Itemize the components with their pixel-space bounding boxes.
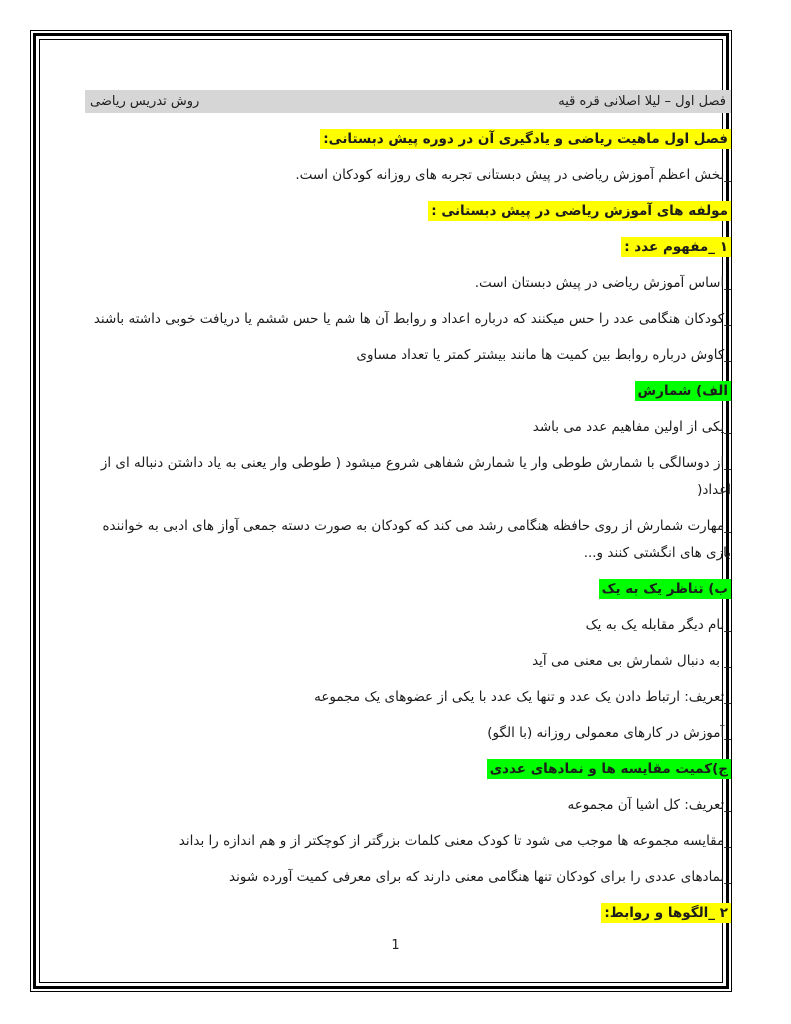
body-line — [85, 342, 731, 369]
subheading-line — [85, 576, 731, 603]
body-line — [85, 720, 731, 747]
body-text: _از دوسالگی با شمارش طوطی وار یا شمارش شفاهی شروع میشود ( طوطی وار یعنی به یاد داشتن دنباله ای از اعداد( — [100, 455, 731, 498]
page-header — [85, 90, 731, 113]
body-text: _مقایسه مجموعه ها موجب می شود تا کودک معنی کلمات بزرگتر از کوچکتر از و هم اندازه را بداند — [178, 833, 731, 849]
subheading-correspondence-highlight: ب) تناظر یک به یک — [599, 579, 731, 599]
subheading-line — [85, 756, 731, 783]
section-heading-highlight: مولفه های آموزش ریاضی در پیش دبستانی : — [428, 201, 731, 221]
body-text: _کاوش درباره روابط بین کمیت ها مانند بیشتر کمتر یا تعداد مساوی — [356, 347, 731, 363]
subheading-counting-highlight: الف) شمارش — [635, 381, 731, 401]
numbered-heading-highlight: ۲ _الگوها و روابط: — [601, 903, 731, 923]
body-line — [85, 414, 731, 441]
document-content — [85, 90, 731, 936]
numbered-heading-highlight: ۱ _مفهوم عدد : — [621, 237, 731, 257]
subheading-line — [85, 378, 731, 405]
body-line — [85, 828, 731, 855]
heading-line — [85, 234, 731, 261]
body-line — [85, 792, 731, 819]
body-text: _کودکان هنگامی عدد را حس میکنند که درباره اعداد و روابط آن ها شم یا حس ششم یا دریافت خوبی داشته باشند — [93, 311, 731, 327]
chapter-title-highlight: فصل اول ماهیت ریاضی و یادگیری آن در دوره پیش دبستانی: — [320, 129, 731, 149]
body-text: _تعریف: کل اشیا آن مجموعه — [567, 797, 731, 813]
body-text: _آموزش در کارهای معمولی روزانه (با الگو) — [487, 725, 731, 741]
page-number: 1 — [391, 938, 400, 953]
heading-line — [85, 900, 731, 927]
heading-line — [85, 126, 731, 153]
body-text: _یکی از اولین مفاهیم عدد می باشد — [532, 419, 731, 435]
body-text: _نام دیگر مقابله یک به یک — [585, 617, 731, 633]
body-line — [85, 270, 731, 297]
body-text: _اساس آموزش ریاضی در پیش دبستان است. — [474, 275, 731, 291]
body-line — [85, 864, 731, 891]
body-text: _بخش اعظم آموزش ریاضی در پیش دبستانی تجربه های روزانه کودکان است. — [295, 167, 731, 183]
body-line — [85, 648, 731, 675]
body-line — [85, 513, 731, 567]
header-chapter-author: فصل اول – لیلا اصلانی قره قیه — [558, 94, 726, 109]
body-text: _نمادهای عددی را برای کودکان تنها هنگامی معنی دارند که برای معرفی کمیت آورده شوند — [229, 869, 731, 885]
heading-line — [85, 198, 731, 225]
body-line — [85, 162, 731, 189]
header-course-title: روش تدریس ریاضی — [90, 94, 200, 109]
body-text: _ به دنبال شمارش بی معنی می آید — [532, 653, 731, 669]
subheading-quantity-highlight: ج)کمیت مقایسه ها و نمادهای عددی — [487, 759, 731, 779]
body-line — [85, 684, 731, 711]
body-line — [85, 450, 731, 504]
body-text: _تعریف: ارتباط دادن یک عدد و تنها یک عدد با یکی از عضوهای یک مجموعه — [314, 689, 731, 705]
body-line — [85, 612, 731, 639]
body-text: _مهارت شمارش از روی حافظه هنگامی رشد می کند که کودکان به صورت دسته جمعی آواز های ادبی به خواننده بازی های انگشتی کنند و... — [102, 518, 731, 561]
body-line — [85, 306, 731, 333]
